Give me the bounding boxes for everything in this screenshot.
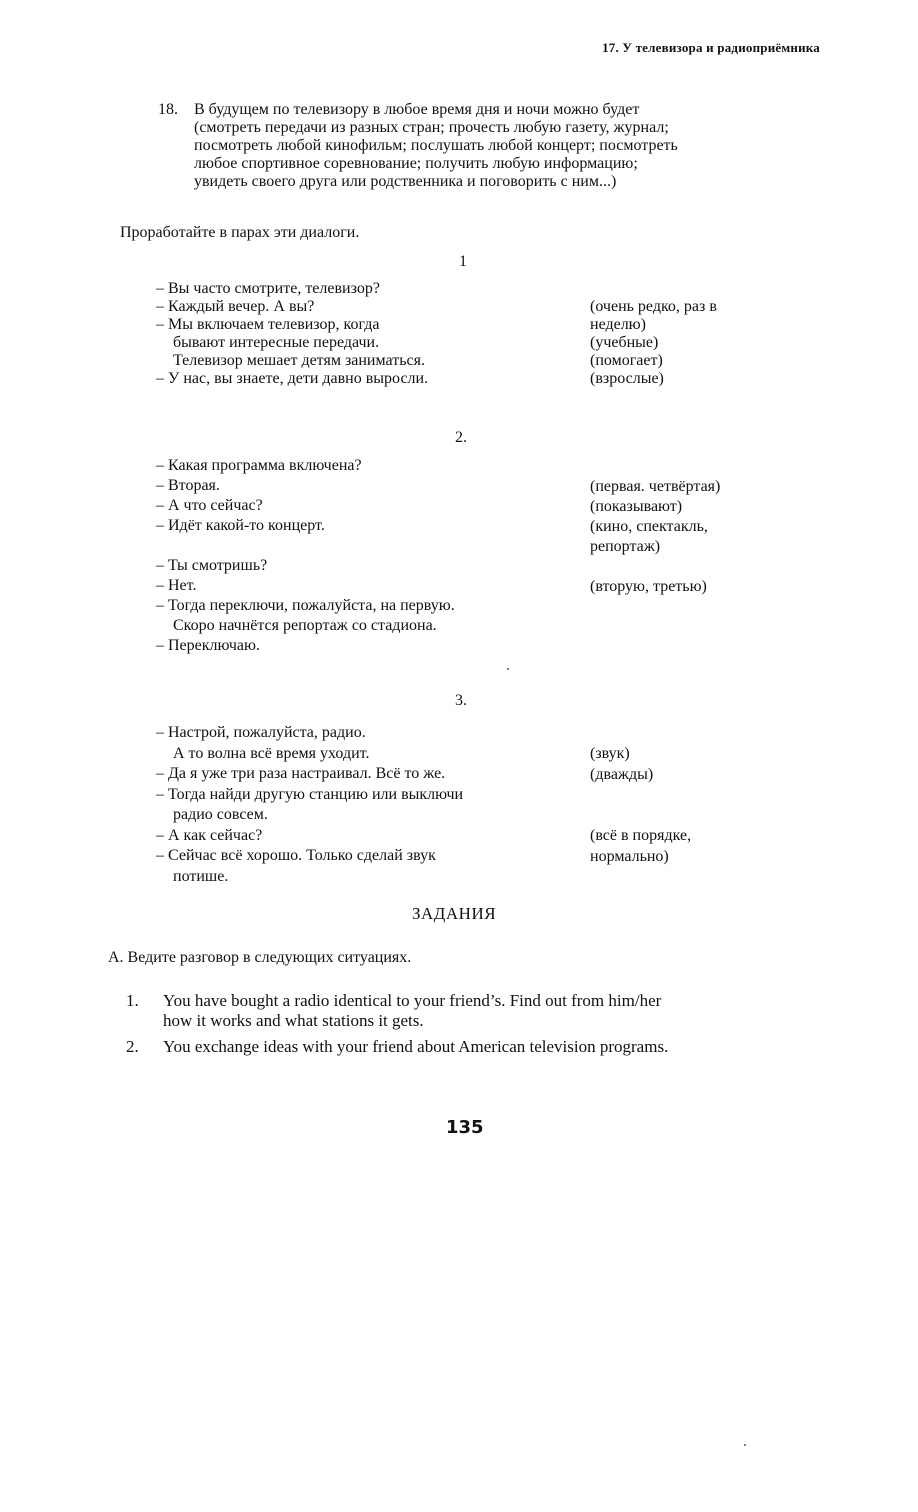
dialogue-line: – Нет. [156, 577, 197, 594]
scan-speck [507, 668, 509, 670]
dialogue-line: Телевизор мешает детям заниматься. [173, 352, 425, 369]
dialogue-line: – Тогда найди другую станцию или выключи [156, 785, 464, 803]
task-line: You exchange ideas with your friend about American television programs. [163, 1037, 669, 1056]
dialogue-line: – У нас, вы знаете, дети давно выросли. [156, 370, 429, 387]
item-number: 18. [158, 101, 178, 118]
alternative-line: (вторую, третью) [590, 578, 707, 595]
item-line: В будущем по телевизору в любое время дня и ночи можно будет [194, 101, 640, 118]
dialogue-1-text [156, 280, 428, 388]
alternative-line: (показывают) [590, 498, 683, 515]
dialogue-line: – А что сейчас? [156, 497, 263, 514]
alternative-line: (звук) [590, 745, 630, 762]
dialogue-3-number: 3. [455, 692, 467, 709]
alternative-line: (первая. четвёртая) [590, 478, 721, 495]
running-header: 17. У телевизора и радиоприёмника [602, 40, 820, 55]
alternative-line: неделю) [590, 316, 646, 333]
item-line: (смотреть передачи из разных стран; прочесть любую газету, журнал; [194, 119, 669, 136]
task-line: how it works and what stations it gets. [163, 1011, 424, 1030]
item-text [194, 101, 678, 191]
tasks-heading: ЗАДАНИЯ [412, 904, 497, 923]
dialogue-line: – Переключаю. [156, 637, 260, 654]
item-line: посмотреть любой кинофильм; послушать любой концерт; посмотреть [194, 137, 678, 154]
dialogue-1-number: 1 [459, 253, 467, 270]
task-a-instruction: А. Ведите разговор в следующих ситуациях. [108, 949, 412, 966]
dialogue-2-alternatives [590, 477, 720, 597]
alternative-line: репортаж) [590, 538, 661, 555]
alternative-line: (учебные) [590, 334, 659, 351]
dialogue-line: – Вторая. [156, 477, 220, 494]
dialogue-line: – Какая программа включена? [156, 457, 362, 474]
item-line: увидеть своего друга или родственника и поговорить с ним...) [194, 173, 617, 190]
task-item-2 [126, 1037, 826, 1059]
dialogue-1-alternatives [590, 298, 717, 388]
dialogue-line: – Да я уже три раза настраивал. Всё то же. [156, 765, 446, 782]
scan-speck [744, 1444, 746, 1446]
dialogue-line: – Вы часто смотрите, телевизор? [156, 280, 380, 297]
dialogue-line: – Настрой, пожалуйста, радио. [156, 724, 366, 741]
page-number: 135 [446, 1117, 484, 1138]
dialogue-3-alternatives [590, 744, 691, 867]
dialogues-intro: Проработайте в парах эти диалоги. [120, 224, 360, 241]
alternative-line: (кино, спектакль, [590, 518, 708, 535]
dialogue-line: – Каждый вечер. А вы? [156, 298, 315, 315]
dialogue-2-text [156, 456, 455, 656]
dialogue-line: – Тогда переключи, пожалуйста, на первую. [156, 597, 455, 614]
alternative-line: (очень редко, раз в [590, 298, 717, 315]
alternative-line: (помогает) [590, 352, 663, 369]
task-item-1 [126, 991, 826, 1033]
alternative-line: (взрослые) [590, 370, 664, 387]
task-number: 1. [126, 991, 139, 1010]
task-number: 2. [126, 1037, 139, 1056]
dialogue-line: – Мы включаем телевизор, когда [156, 316, 380, 333]
dialogue-line: бывают интересные передачи. [173, 334, 380, 351]
dialogue-line: – Сейчас всё хорошо. Только сделай звук [156, 847, 436, 864]
dialogue-line: Скоро начнётся репортаж со стадиона. [173, 617, 437, 634]
dialogue-line: – Идёт какой-то концерт. [156, 517, 325, 534]
dialogue-line: потише. [173, 867, 229, 885]
alternative-line: нормально) [590, 847, 669, 865]
item-line: любое спортивное соревнование; получить любую информацию; [194, 155, 638, 172]
dialogue-3-text [156, 723, 463, 887]
dialogue-line: – Ты смотришь? [156, 557, 268, 574]
task-line: You have bought a radio identical to your friend’s. Find out from him/her [163, 991, 662, 1010]
dialogue-line: радио совсем. [173, 806, 268, 823]
dialogue-line: А то волна всё время уходит. [173, 744, 370, 762]
dialogue-line: – А как сейчас? [156, 826, 263, 844]
alternative-line: (всё в порядке, [590, 827, 692, 844]
alternative-line: (дважды) [590, 765, 654, 783]
dialogue-2-number: 2. [455, 429, 467, 446]
